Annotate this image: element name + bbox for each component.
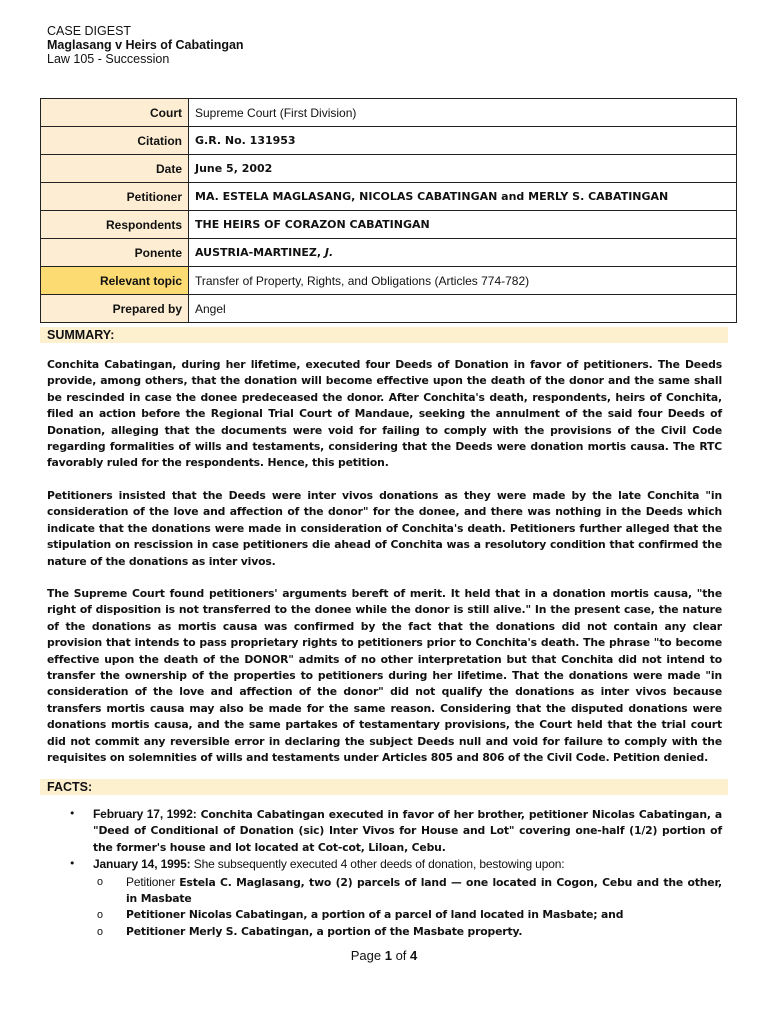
page-prefix: Page — [350, 948, 385, 963]
info-row-topic — [41, 267, 737, 295]
list-item — [47, 806, 722, 856]
info-label: Respondents — [41, 211, 189, 239]
info-value: Angel — [189, 295, 737, 323]
info-value: Transfer of Property, Rights, and Obligations (Articles 774-782) — [189, 267, 737, 295]
summary-paragraph-1: Conchita Cabatingan, during her lifetime, executed four Deeds of Donation in favor of petitioners. The Deeds provide, among others, that the donation will become effective upon the death of the donor and the same shall be rescinded in case the donee predeceased the donor. After Conchita's death, respondents, heirs of Conchita, filed an action before the Regional Trial Court of Mandaue, seeking the annulment of the said four Deeds of Donation, alleging that the documents were void for failing to comply with the provisions of the Civil Code regarding formalities of wills and testaments, considering that the Deeds were donation mortis causa. The RTC favorably ruled for the respondents. Hence, this petition. — [47, 358, 722, 470]
bullet: • — [69, 857, 76, 871]
sub-bullet: o — [97, 925, 103, 938]
info-value: G.R. No. 131953 — [189, 127, 737, 155]
page-total: 4 — [410, 948, 418, 963]
info-value: Supreme Court (First Division) — [189, 99, 737, 127]
summary-heading: SUMMARY: — [40, 327, 728, 343]
info-label: Prepared by — [41, 295, 189, 323]
ponente-suffix: J. — [324, 246, 334, 259]
list-item — [93, 874, 722, 908]
info-value: June 5, 2002 — [189, 155, 737, 183]
info-value: MA. ESTELA MAGLASANG, NICOLAS CABATINGAN and MERLY S. CABATINGAN — [189, 183, 737, 211]
fact-text: Conchita Cabatingan executed in favor of her brother, petitioner Nicolas Cabatingan, a "Deed of Conditional of Donation (sic) Inter Vivos for House and Lot" covering one-half (1/2) portion of the former's house and lot located at Cot-cot, Liloan, Cebu. — [93, 808, 722, 854]
doc-type: CASE DIGEST — [47, 24, 132, 38]
info-row-respondents — [41, 211, 737, 239]
document-header — [47, 24, 244, 66]
info-row-prepared-by — [41, 295, 737, 323]
facts-list — [47, 806, 722, 940]
page-current: 1 — [384, 948, 392, 963]
sub-text: Petitioner Nicolas Cabatingan, a portion of a parcel of land located in Masbate; and — [126, 908, 624, 922]
info-row-court — [41, 99, 737, 127]
info-row-petitioner — [41, 183, 737, 211]
info-row-date — [41, 155, 737, 183]
fact-text: She subsequently executed 4 other deeds of donation, bestowing upon: — [190, 857, 565, 872]
sub-text: Petitioner Merly S. Cabatingan, a portion of the Masbate property. — [126, 924, 523, 938]
bullet: • — [69, 807, 76, 820]
list-item — [93, 924, 722, 940]
summary-paragraph-3: The Supreme Court found petitioners' arguments bereft of merit. It held that in a donation mortis causa, "the right of disposition is not transferred to the donee while the donor is still alive." In the present case, the nature of the donations as mortis causa was confirmed by the fact that the donations did not contain any clear provision that intends to pass proprietary rights to petitioners prior to Conchita's death. The phrase "to become effective upon the death of the DONOR" admits of no other interpretation but that Conchita did not intend to transfer the ownership of the properties to petitioners during her lifetime. That the donations were made "in consideration of the love and affection of the donor" did not qualify the donations as inter vivos because transfers mortis causa may also be made for the same reason. Considering that the disputed donations were donations mortis causa, and the same partakes of testamentary provisions, the Court held that the trial court did not commit any reversible error in declaring the subject Deeds null and void for failure to comply with the requisites on solemnities of wills and testaments under Articles 805 and 806 of the Civil Code. Petition denied. — [47, 587, 722, 765]
info-label: Court — [41, 99, 189, 127]
info-label: Date — [41, 155, 189, 183]
facts-sublist — [93, 874, 722, 941]
page-footer — [0, 948, 768, 963]
info-label: Relevant topic — [41, 267, 189, 295]
list-item — [93, 907, 722, 923]
info-value — [189, 239, 737, 267]
info-label: Petitioner — [41, 183, 189, 211]
info-label: Citation — [41, 127, 189, 155]
list-item — [47, 856, 722, 940]
ponente-name: AUSTRIA-MARTINEZ, — [195, 246, 325, 259]
case-title: Maglasang v Heirs of Cabatingan — [47, 38, 244, 52]
info-row-ponente — [41, 239, 737, 267]
course-name: Law 105 - Succession — [47, 52, 170, 66]
page-middle: of — [391, 948, 411, 963]
info-row-citation — [41, 127, 737, 155]
sub-text: Estela C. Maglasang, two (2) parcels of land — one located in Cogon, Cebu and the other, in Masbate — [126, 875, 722, 906]
sub-bullet: o — [97, 875, 103, 888]
summary-paragraph-2: Petitioners insisted that the Deeds were inter vivos donations as they were made by the late Conchita "in consideration of the love and affection of the donor" for the donee, and there was nothing in the Deeds which indicate that the donations were made in consideration of Conchita's death. Petitioners further alleged that the stipulation on rescission in case petitioners die ahead of Conchita was a resolutory condition that confirmed the nature of the donations as inter vivos. — [47, 489, 722, 568]
info-label: Ponente — [41, 239, 189, 267]
info-value: THE HEIRS OF CORAZON CABATINGAN — [189, 211, 737, 239]
fact-date: February 17, 1992: — [93, 807, 197, 821]
facts-heading: FACTS: — [40, 779, 728, 795]
case-info-table — [40, 98, 737, 323]
sub-bullet: o — [97, 909, 103, 922]
sub-prefix: Petitioner — [126, 874, 180, 889]
fact-date: January 14, 1995: — [93, 857, 191, 872]
